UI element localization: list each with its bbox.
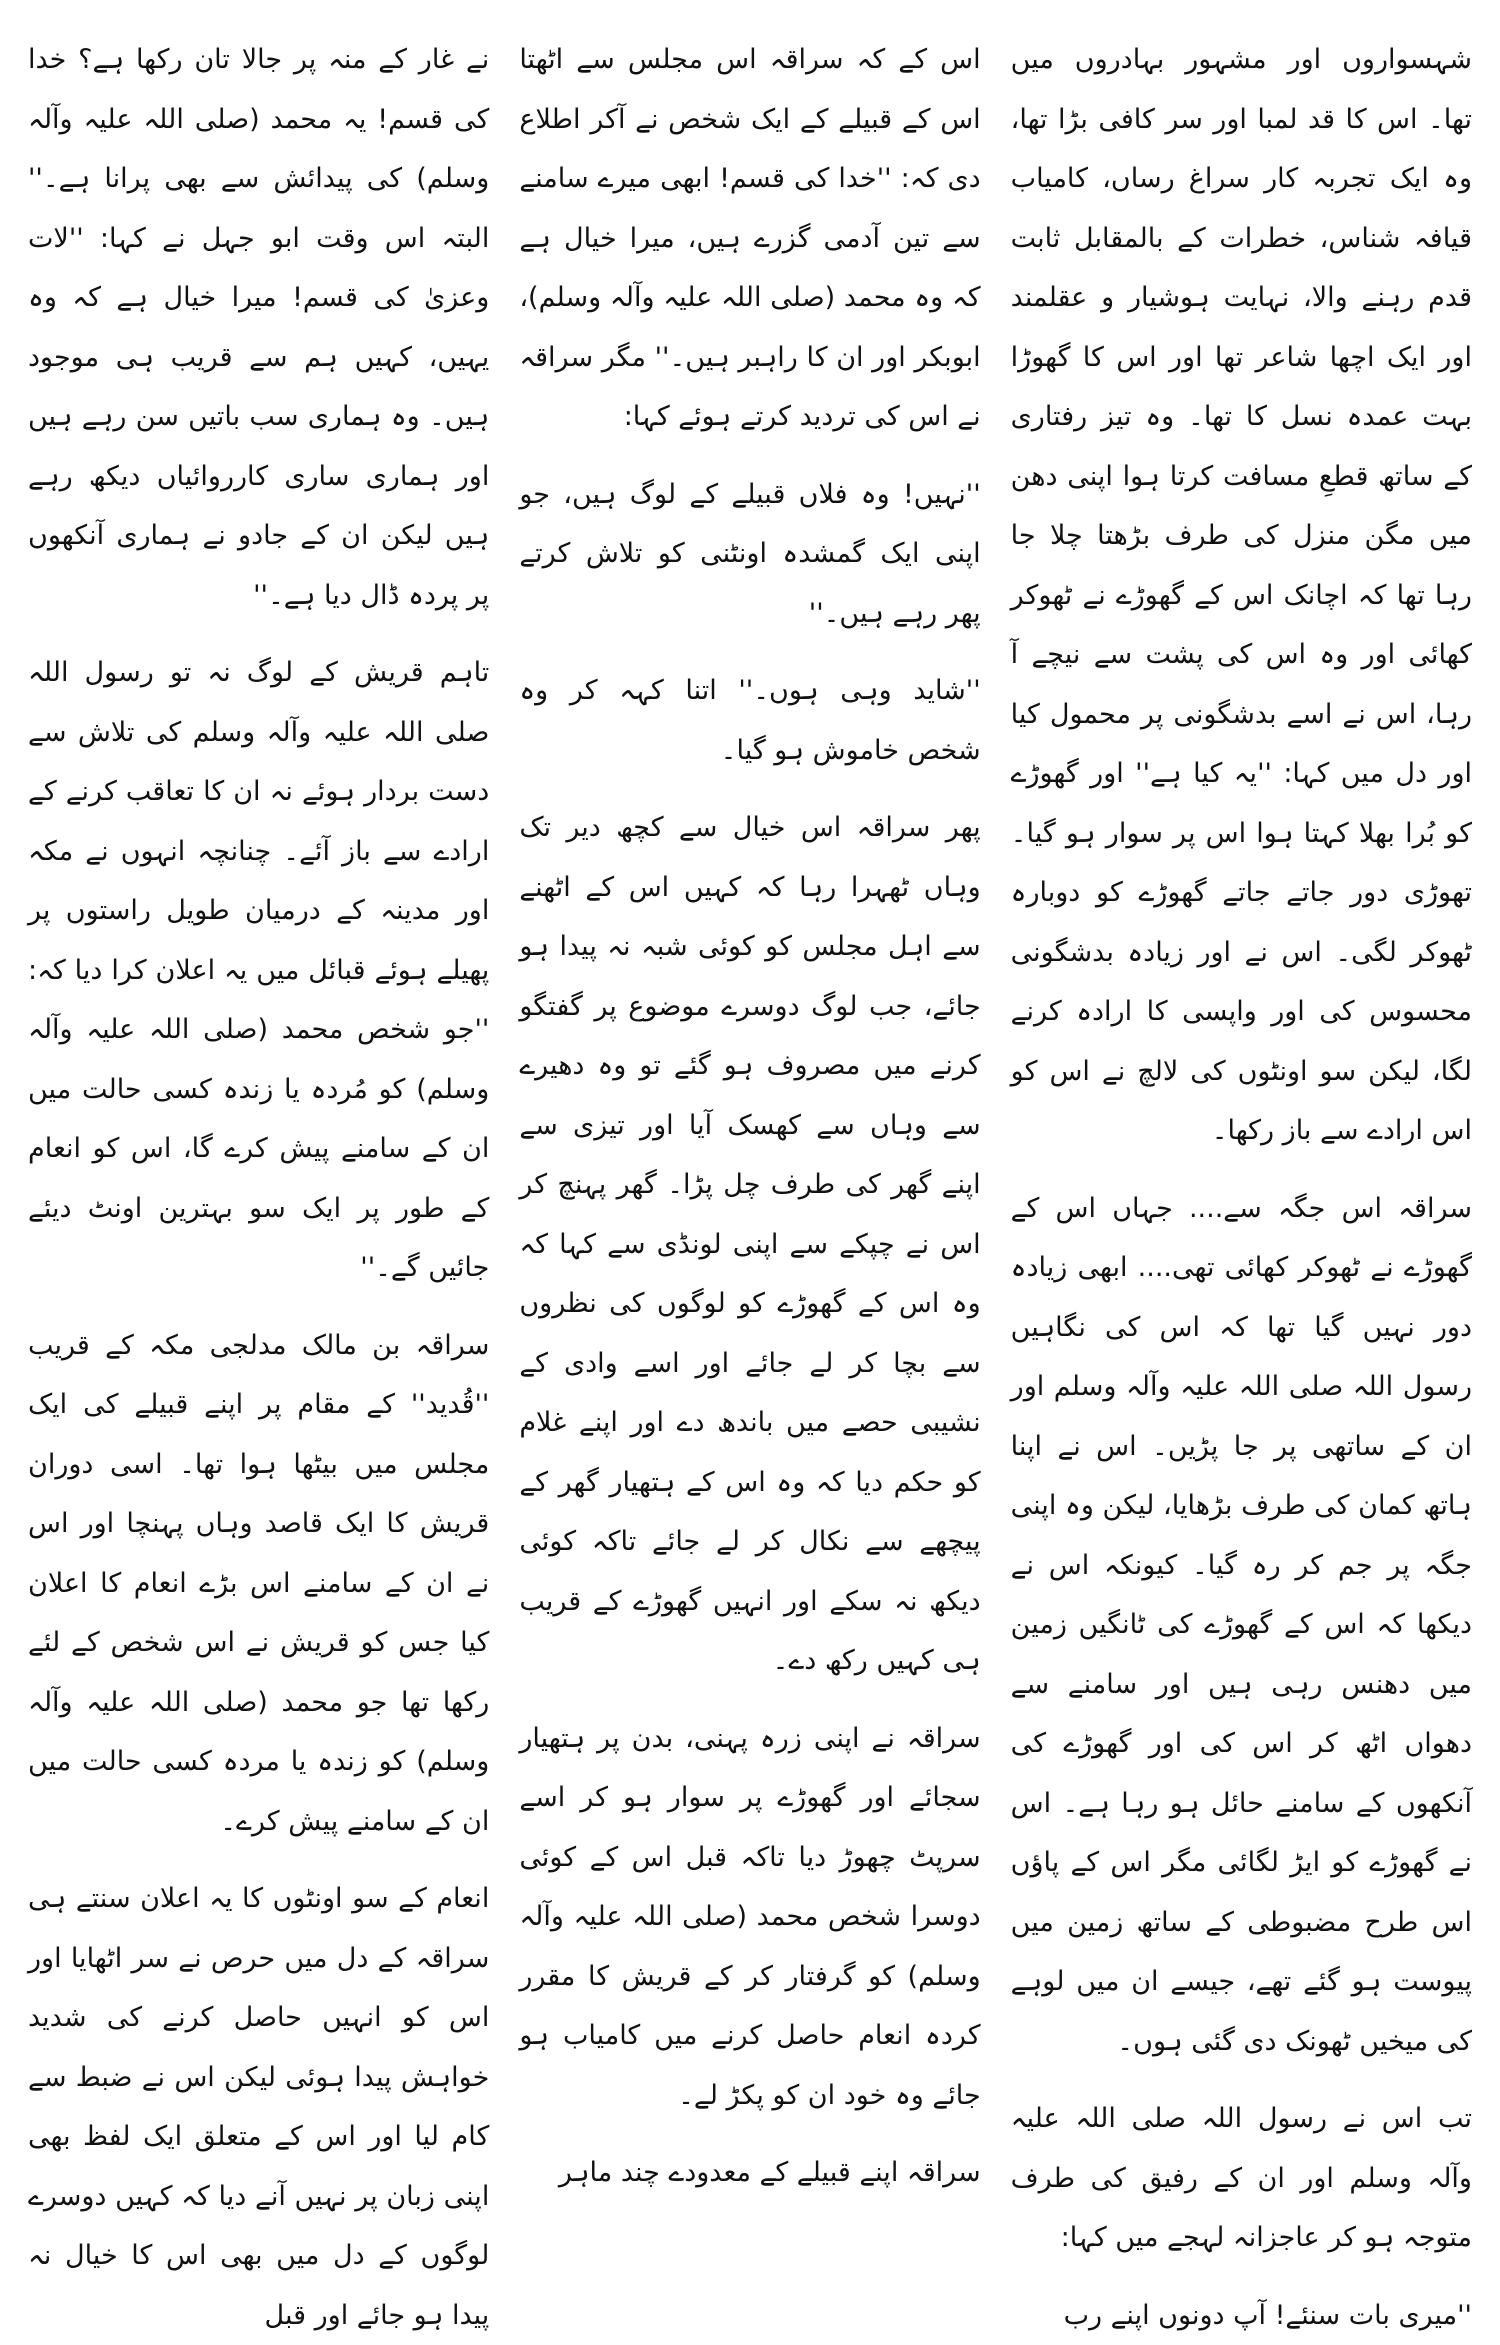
paragraph: نے غار کے منہ پر جالا تان رکھا ہے؟ خدا کی قسم! یہ محمد (صلی اللہ علیہ وآلہ وسلم) کی پیدائش سے بھی پرانا ہے۔'' البتہ اس وقت ابو جہل نے کہا: ''لات وعزیٰ کی قسم! میرا خیال ہے کہ وہ یہیں، کہیں ہم سے قریب ہی موجود ہیں۔ وہ ہماری سب باتیں سن رہے ہیں اور ہماری ساری کارروائیاں دیکھ رہے ہیں لیکن ان کے جادو نے ہماری آنکھوں پر پردہ ڈال دیا ہے۔'' xyxy=(28,30,489,625)
paragraph: تاہم قریش کے لوگ نہ تو رسول اللہ صلی اللہ علیہ وآلہ وسلم کی تلاش سے دست بردار ہوئے نہ ان کا تعاقب کرنے کے ارادے سے باز آئے۔ چنانچہ انہوں نے مکہ اور مدینہ کے درمیان طویل راستوں پر پھیلے ہوئے قبائل میں یہ اعلان کرا دیا کہ: ''جو شخص محمد (صلی اللہ علیہ وآلہ وسلم) کو مُردہ یا زندہ کسی حالت میں ان کے سامنے پیش کرے گا، اس کو انعام کے طور پر ایک سو بہترین اونٹ دیئے جائیں گے۔'' xyxy=(28,643,489,1298)
paragraph: پھر سراقہ اس خیال سے کچھ دیر تک وہاں ٹھہرا رہا کہ کہیں اس کے اٹھنے سے اہل مجلس کو کوئی شبہ نہ پیدا ہو جائے، جب لوگ دوسرے موضوع پر گفتگو کرنے میں مصروف ہو گئے تو وہ دھیرے سے وہاں سے کھسک آیا اور تیزی سے اپنے گھر کی طرف چل پڑا۔ گھر پہنچ کر اس نے چپکے سے اپنی لونڈی سے کہا کہ وہ اس کے گھوڑے کو لوگوں کی نظروں سے بچا کر لے جائے اور اسے وادی کے نشیبی حصے میں باندھ دے اور اپنے غلام کو حکم دیا کہ وہ اس کے ہتھیار گھر کے پیچھے سے نکال کر لے جائے تاکہ کوئی دیکھ نہ سکے اور انہیں گھوڑے کے قریب ہی کہیں رکھ دے۔ xyxy=(519,798,980,1691)
text-column-left xyxy=(1011,30,1472,2180)
paragraph: سراقہ اس جگہ سے.... جہاں اس کے گھوڑے نے ٹھوکر کھائی تھی.... ابھی زیادہ دور نہیں گیا تھا کہ اس کی نگاہیں رسول اللہ صلی اللہ علیہ وآلہ وسلم اور ان کے ساتھی پر جا پڑیں۔ اس نے اپنا ہاتھ کمان کی طرف بڑھایا، لیکن وہ اپنی جگہ پر جم کر رہ گیا۔ کیونکہ اس نے دیکھا کہ اس کے گھوڑے کی ٹانگیں زمین میں دھنس رہی ہیں اور سامنے سے دھواں اٹھ کر اس کی اور گھوڑے کی آنکھوں کے سامنے حائل ہو رہا ہے۔ اس نے گھوڑے کو ایڑ لگائی مگر اس کے پاؤں اس طرح مضبوطی کے ساتھ زمین میں پیوست ہو گئے تھے، جیسے ان میں لوہے کی میخیں ٹھونک دی گئی ہوں۔ xyxy=(1011,1179,1472,2072)
paragraph: تب اس نے رسول اللہ صلی اللہ علیہ وآلہ وسلم اور ان کے رفیق کی طرف متوجہ ہو کر عاجزانہ لہجے میں کہا: xyxy=(1011,2089,1472,2268)
paragraph: ''نہیں! وہ فلاں قبیلے کے لوگ ہیں، جو اپنی ایک گمشدہ اونٹنی کو تلاش کرتے پھر رہے ہیں۔'' xyxy=(519,465,980,644)
paragraph: ''میری بات سنئے! آپ دونوں اپنے رب xyxy=(1011,2286,1472,2345)
paragraph: سراقہ نے اپنی زرہ پہنی، بدن پر ہتھیار سجائے اور گھوڑے پر سوار ہو کر اسے سرپٹ چھوڑ دیا تاکہ قبل اس کے کوئی دوسرا شخص محمد (صلی اللہ علیہ وآلہ وسلم) کو گرفتار کر کے قریش کا مقرر کردہ انعام حاصل کرنے میں کامیاب ہو جائے وہ خود ان کو پکڑ لے۔ xyxy=(519,1709,980,2126)
paragraph: انعام کے سو اونٹوں کا یہ اعلان سنتے ہی سراقہ کے دل میں حرص نے سر اٹھایا اور اس کو انہیں حاصل کرنے کی شدید خواہش پیدا ہوئی لیکن اس نے ضبط سے کام لیا اور اس کے متعلق ایک لفظ بھی اپنی زبان پر نہیں آنے دیا کہ کہیں دوسرے لوگوں کے دل میں بھی اس کا خیال نہ پیدا ہو جائے اور قبل xyxy=(28,1869,489,2345)
paragraph: اس کے کہ سراقہ اس مجلس سے اٹھتا اس کے قبیلے کے ایک شخص نے آکر اطلاع دی کہ: ''خدا کی قسم! ابھی میرے سامنے سے تین آدمی گزرے ہیں، میرا خیال ہے کہ وہ محمد (صلی اللہ علیہ وآلہ وسلم)، ابوبکر اور ان کا راہبر ہیں۔'' مگر سراقہ نے اس کی تردید کرتے ہوئے کہا: xyxy=(519,30,980,447)
paragraph: سراقہ بن مالک مدلجی مکہ کے قریب ''قُدید'' کے مقام پر اپنے قبیلے کی ایک مجلس میں بیٹھا ہوا تھا۔ اسی دوران قریش کا ایک قاصد وہاں پہنچا اور اس نے ان کے سامنے اس بڑے انعام کا اعلان کیا جس کو قریش نے اس شخص کے لئے رکھا تھا جو محمد (صلی اللہ علیہ وآلہ وسلم) کو زندہ یا مردہ کسی حالت میں ان کے سامنے پیش کرے۔ xyxy=(28,1316,489,1852)
text-column-right xyxy=(28,30,489,2180)
paragraph: ''شاید وہی ہوں۔'' اتنا کہہ کر وہ شخص خاموش ہو گیا۔ xyxy=(519,661,980,780)
text-column-middle xyxy=(519,30,980,2180)
paragraph: سراقہ اپنے قبیلے کے معدودے چند ماہر xyxy=(519,2143,980,2203)
paragraph: شہسواروں اور مشہور بہادروں میں تھا۔ اس کا قد لمبا اور سر کافی بڑا تھا، وہ ایک تجربہ کار سراغ رساں، کامیاب قیافہ شناس، خطرات کے بالمقابل ثابت قدم رہنے والا، نہایت ہوشیار و عقلمند اور ایک اچھا شاعر تھا اور اس کا گھوڑا بہت عمدہ نسل کا تھا۔ وہ تیز رفتاری کے ساتھ قطعِ مسافت کرتا ہوا اپنی دھن میں مگن منزل کی طرف بڑھتا چلا جا رہا تھا کہ اچانک اس کے گھوڑے نے ٹھوکر کھائی اور وہ اس کی پشت سے نیچے آ رہا، اس نے اسے بدشگونی پر محمول کیا اور دل میں کہا: ''یہ کیا ہے'' اور گھوڑے کو بُرا بھلا کہتا ہوا اس پر سوار ہو گیا۔ تھوڑی دور جاتے جاتے گھوڑے کو دوبارہ ٹھوکر لگی۔ اس نے اور زیادہ بدشگونی محسوس کی اور واپسی کا ارادہ کرنے لگا، لیکن سو اونٹوں کی لالچ نے اس کو اس ارادے سے باز رکھا۔ xyxy=(1011,30,1472,1161)
